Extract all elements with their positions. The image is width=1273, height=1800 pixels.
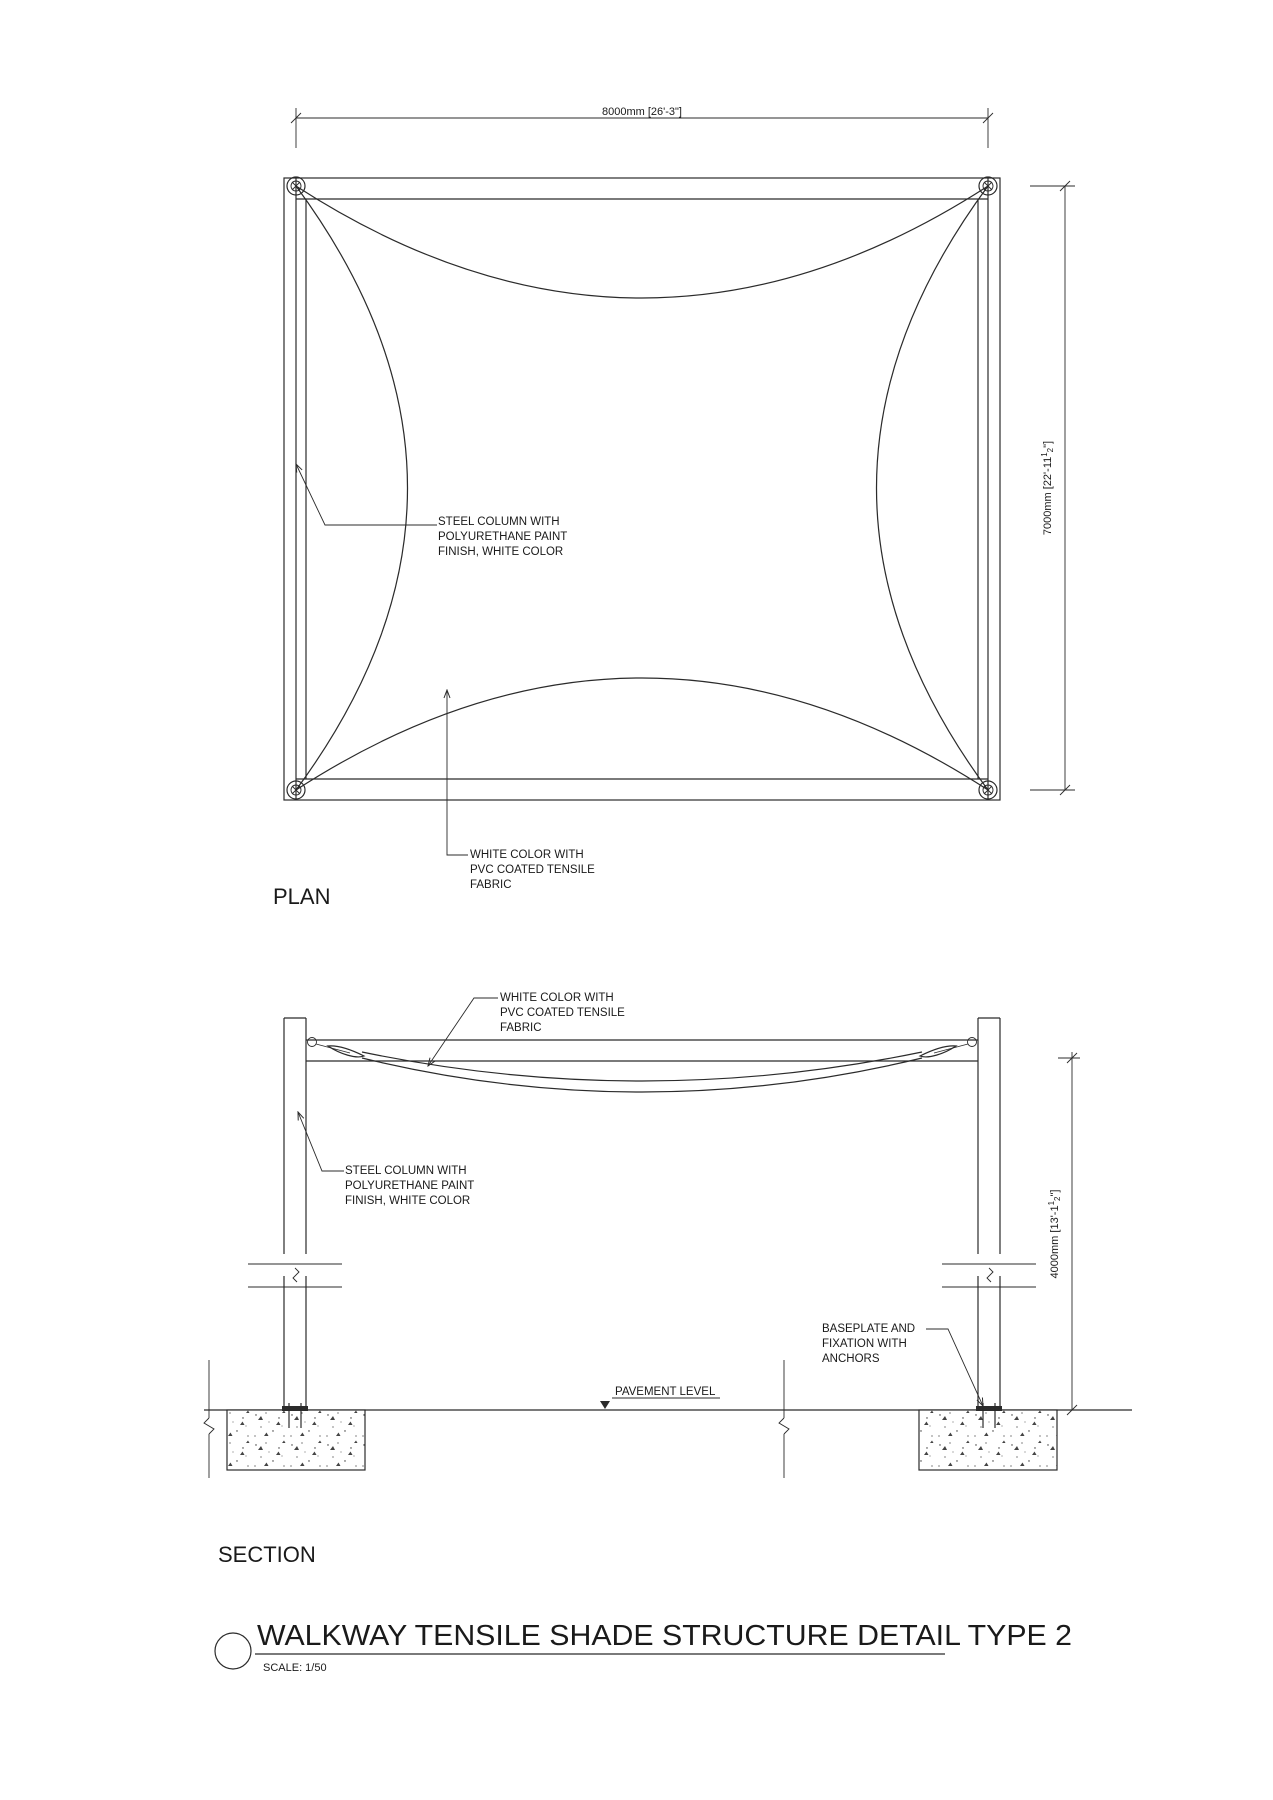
section-column-note-line-2: POLYURETHANE PAINT xyxy=(345,1180,475,1192)
section-column-leader xyxy=(298,1112,474,1207)
plan-column-leader xyxy=(296,464,567,558)
section-column-left xyxy=(248,1018,342,1410)
section-fabric-note-line-3: FABRIC xyxy=(500,1022,542,1034)
section-baseplate-leader xyxy=(822,1323,983,1406)
plan-fabric-leader xyxy=(447,690,595,891)
plan-frame xyxy=(284,178,1000,800)
plan-width-dimension xyxy=(291,106,993,148)
section-height-dimension xyxy=(1047,1052,1080,1415)
section-fabric xyxy=(308,1038,977,1093)
plan-column-note-line-3: FINISH, WHITE COLOR xyxy=(438,546,564,558)
section-height-label: 4000mm $[13'-1^1_2"]$ xyxy=(1047,1189,1062,1279)
plan-fabric-note-line-3: FABRIC xyxy=(470,879,512,891)
plan-fabric xyxy=(296,186,988,790)
title-block xyxy=(215,1620,1072,1674)
drawing-scale: SCALE: 1/50 xyxy=(263,1662,327,1674)
section-baseplate-note-line-2: FIXATION WITH xyxy=(822,1338,907,1350)
section-column-note-line-1: STEEL COLUMN WITH xyxy=(345,1165,467,1177)
drawing-title: WALKWAY TENSILE SHADE STRUCTURE DETAIL TYPE 2 xyxy=(257,1620,1072,1652)
pavement-level-label: PAVEMENT LEVEL xyxy=(615,1386,716,1398)
plan-view xyxy=(273,106,1075,909)
detail-reference-bubble xyxy=(215,1633,251,1669)
section-title: SECTION xyxy=(218,1542,316,1567)
plan-fabric-note-line-1: WHITE COLOR WITH xyxy=(470,849,584,861)
plan-height-label: 7000mm $[22'-11^1_2"]$ xyxy=(1040,440,1055,536)
section-top-beam xyxy=(306,1040,978,1061)
section-fabric-note-line-1: WHITE COLOR WITH xyxy=(500,992,614,1004)
plan-column-note-line-1: STEEL COLUMN WITH xyxy=(438,516,560,528)
plan-height-dimension xyxy=(1030,181,1075,795)
plan-width-label: 8000mm [26'-3"] xyxy=(602,106,682,118)
section-column-note-line-3: FINISH, WHITE COLOR xyxy=(345,1195,471,1207)
plan-fabric-note-line-2: PVC COATED TENSILE xyxy=(470,864,595,876)
section-fabric-leader xyxy=(428,992,625,1066)
section-fabric-note-line-2: PVC COATED TENSILE xyxy=(500,1007,625,1019)
plan-title: PLAN xyxy=(273,884,331,909)
section-baseplate-note-line-3: ANCHORS xyxy=(822,1353,880,1365)
section-column-right xyxy=(942,1018,1036,1410)
section-view xyxy=(204,992,1132,1567)
footing-left xyxy=(227,1403,365,1470)
section-baseplate-note-line-1: BASEPLATE AND xyxy=(822,1323,916,1335)
plan-column-note-line-2: POLYURETHANE PAINT xyxy=(438,531,568,543)
footing-right xyxy=(919,1403,1057,1470)
